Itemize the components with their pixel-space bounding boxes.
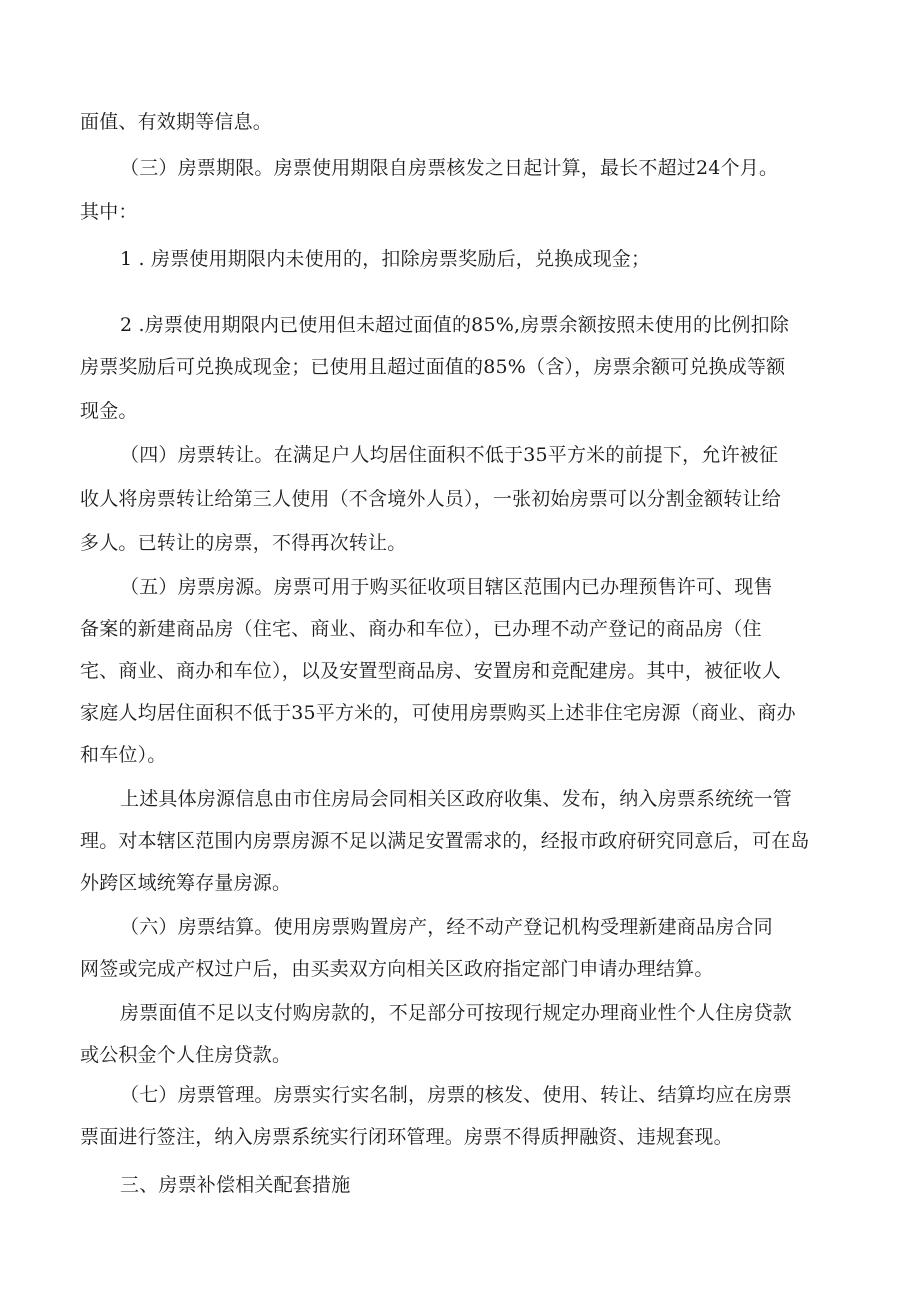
text-line-12: 备案的新建商品房（住宅、商业、商办和车位），已办理不动产登记的商品房（住 xyxy=(80,618,762,640)
text-line-5: 2 .房票使用期限内已使用但未超过面值的85%,房票余额按照未使用的比例扣除 xyxy=(120,314,790,336)
text-line-20: 网签或完成产权过户后，由买卖双方向相关区政府指定部门申请办理结算。 xyxy=(80,958,714,980)
text-line-22: 或公积金个人住房贷款。 xyxy=(80,1044,292,1066)
text-line-2: （三）房票期限。房票使用期限自房票核发之日起计算，最长不超过24个月。 xyxy=(120,157,779,179)
text-line-7: 现金。 xyxy=(80,400,138,422)
text-line-23: （七）房票管理。房票实行实名制，房票的核发、使用、转让、结算均应在房票 xyxy=(120,1084,793,1106)
text-line-8: （四）房票转让。在满足户人均居住面积不低于35平方米的前提下，允许被征 xyxy=(120,444,779,466)
text-line-13: 宅、商业、商办和车位），以及安置型商品房、安置房和竞配建房。其中，被征收人 xyxy=(80,660,781,682)
text-line-11: （五）房票房源。房票可用于购买征收项目辖区范围内已办理预售许可、现售 xyxy=(120,576,773,598)
text-line-17: 理。对本辖区范围内房票房源不足以满足安置需求的，经报市政府研究同意后，可在岛 xyxy=(80,830,810,852)
section-heading: 三、房票补偿相关配套措施 xyxy=(120,1174,351,1196)
text-line-24: 票面进行签注，纳入房票系统实行闭环管理。房票不得质押融资、违规套现。 xyxy=(80,1126,733,1148)
text-line-19: （六）房票结算。使用房票购置房产，经不动产登记机构受理新建商品房合同 xyxy=(120,916,773,938)
text-line-16: 上述具体房源信息由市住房局会同相关区政府收集、发布，纳入房票系统统一管 xyxy=(120,788,793,810)
text-line-21: 房票面值不足以支付购房款的，不足部分可按现行规定办理商业性个人住房贷款 xyxy=(120,1002,793,1024)
text-line-18: 外跨区域统筹存量房源。 xyxy=(80,872,292,894)
text-line-9: 收人将房票转让给第三人使用（不含境外人员），一张初始房票可以分割金额转让给 xyxy=(80,488,781,510)
text-line-14: 家庭人均居住面积不低于35平方米的，可使用房票购买上述非住宅房源（商业、商办 xyxy=(80,702,796,724)
text-line-6: 房票奖励后可兑换成现金；已使用且超过面值的85%（含），房票余额可兑换成等额 xyxy=(80,356,786,378)
text-line-15: 和车位）。 xyxy=(80,744,167,766)
text-line-4: 1 . 房票使用期限内未使用的，扣除房票奖励后，兑换成现金； xyxy=(120,248,651,270)
text-line-1: 面值、有效期等信息。 xyxy=(80,111,273,133)
text-line-3: 其中： xyxy=(80,201,138,223)
text-line-10: 多人。已转让的房票，不得再次转让。 xyxy=(80,532,407,554)
